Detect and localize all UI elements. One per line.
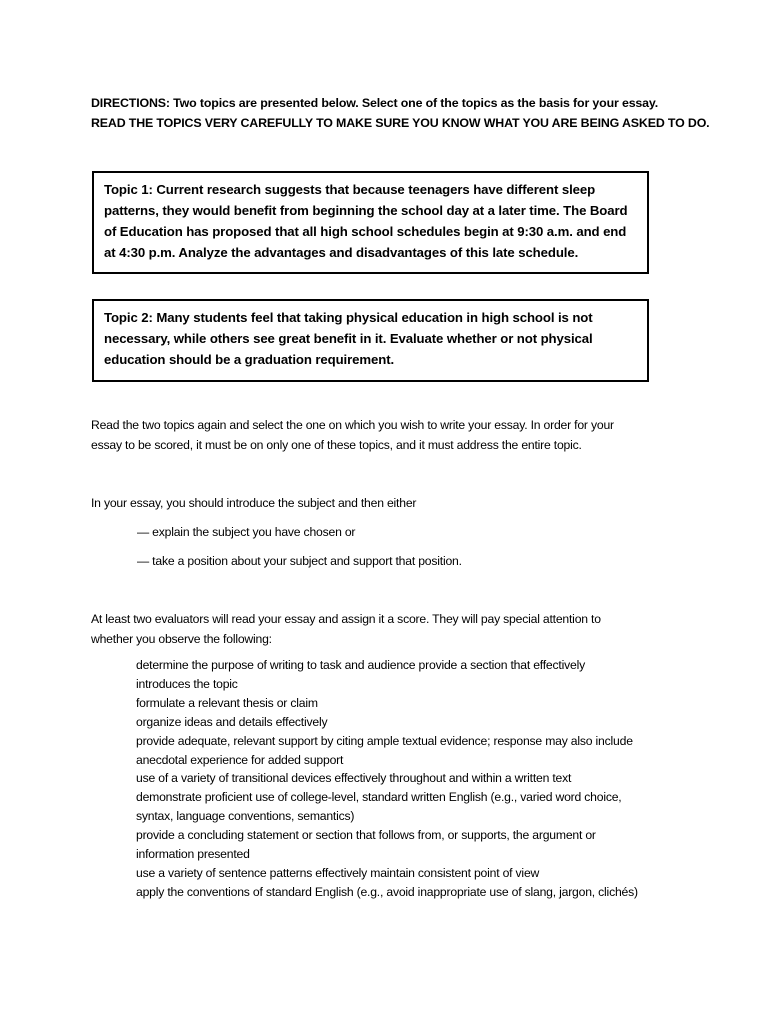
topic-1-box [92,171,649,274]
directions-line-1: DIRECTIONS: Two topics are presented below. Select one of the topics as the basis for your essay. [91,96,659,110]
topic-2-line: education should be a graduation requirement. [104,352,395,367]
criteria-line: introduces the topic [136,676,238,691]
criteria-line: information presented [136,847,250,862]
paragraph-line: essay to be scored, it must be on only one of these topics, and it must address the entire topic. [91,438,582,452]
topic-2-box [92,299,649,382]
criteria-line: use a variety of sentence patterns effectively maintain consistent point of view [136,865,540,880]
evaluators-paragraph [91,609,691,649]
topic-1-line: at 4:30 p.m. Analyze the advantages and disadvantages of this late schedule. [104,245,579,260]
criteria-line: formulate a relevant thesis or claim [136,695,318,710]
directions-heading [91,93,710,133]
criteria-line: demonstrate proficient use of college-level, standard written English (e.g., varied word choice, [136,790,622,805]
paragraph-line: Read the two topics again and select the one on which you wish to write your essay. In order for your [91,418,614,432]
topic-1-line: patterns, they would benefit from beginning the school day at a later time. The Board [104,203,628,218]
read-again-paragraph [91,415,691,455]
criteria-list [136,656,696,902]
paragraph-line: In your essay, you should introduce the subject and then either [91,496,417,510]
directions-line-2: READ THE TOPICS VERY CAREFULLY TO MAKE SURE YOU KNOW WHAT YOU ARE BEING ASKED TO DO. [91,116,710,130]
topic-1-line: of Education has proposed that all high school schedules begin at 9:30 a.m. and end [104,224,627,239]
paragraph-line: whether you observe the following: [91,632,272,646]
criteria-line: anecdotal experience for added support [136,752,344,767]
criteria-line: syntax, language conventions, semantics) [136,809,355,824]
intro-paragraph [91,493,691,513]
criteria-line: organize ideas and details effectively [136,714,328,729]
option-explain: — explain the subject you have chosen or [137,525,356,539]
topic-2-line: Topic 2: Many students feel that taking physical education in high school is not [104,310,593,325]
criteria-line: use of a variety of transitional devices effectively throughout and within a written text [136,771,572,786]
criteria-line: apply the conventions of standard English (e.g., avoid inappropriate use of slang, jargon, clichés) [136,884,638,899]
criteria-line: determine the purpose of writing to task and audience provide a section that effectively [136,658,585,672]
topic-2-line: necessary, while others see great benefit in it. Evaluate whether or not physical [104,331,593,346]
criteria-line: provide adequate, relevant support by citing ample textual evidence; response may also include [136,733,633,748]
topic-1-line: Topic 1: Current research suggests that because teenagers have different sleep [104,182,596,197]
criteria-line: provide a concluding statement or section that follows from, or supports, the argument or [136,828,596,843]
option-take-position: — take a position about your subject and support that position. [137,554,462,568]
paragraph-line: At least two evaluators will read your essay and assign it a score. They will pay special attention to [91,612,601,626]
